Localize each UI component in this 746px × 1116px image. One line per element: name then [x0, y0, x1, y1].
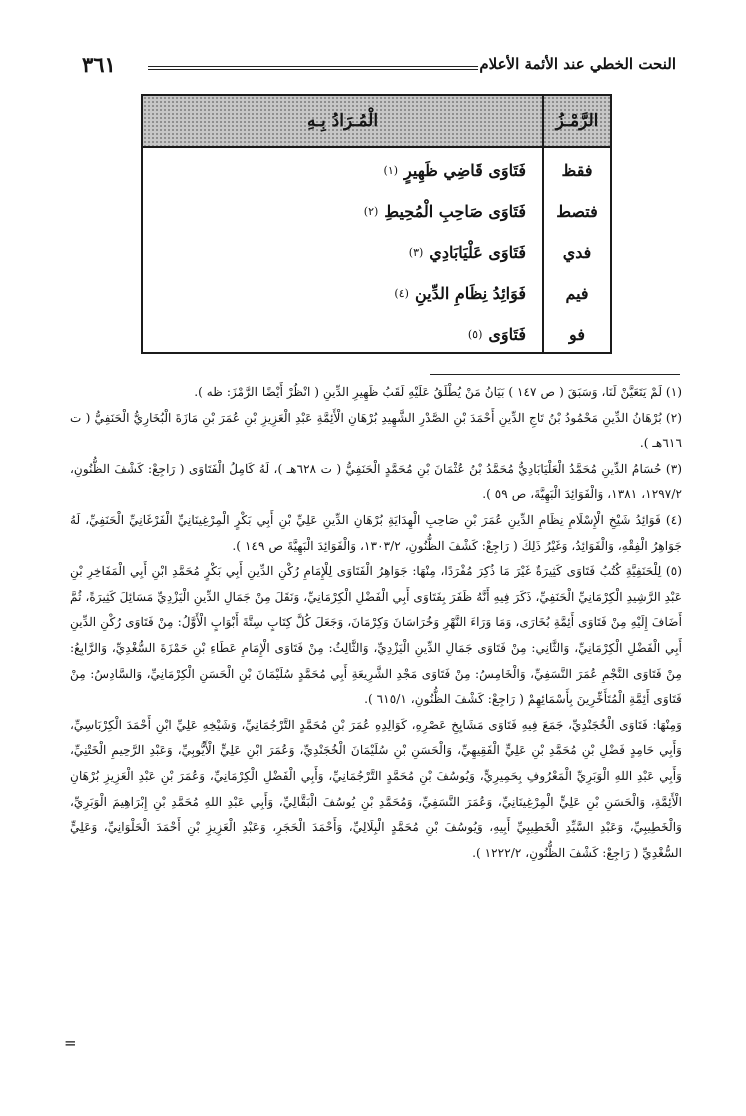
- footnote: (٢) بُرْهَانُ الدِّينِ مَحْمُودُ بْنُ تَاجِ الدِّينِ أَحْمَدَ بْنِ الصَّدْرِ الشَّهِيدِ بُرْهَانِ الْأَئِمَّةِ عَبْدِ الْعَزِيزِ بْنِ عُمَرَ بْنِ مَازَةَ الْبُخَارِيُّ الْحَنَفِيُّ ( ت ٦١٦هـ ).: [70, 410, 682, 451]
- margin-mark: =: [64, 1034, 77, 1052]
- code-cell: فقظ: [561, 160, 593, 180]
- footnote: (١) لَمْ يَتَعَيَّنْ لَنَا، وَسَبَقَ ( ص ١٤٧ ) بَيَانُ مَنْ يُطْلَقُ عَلَيْهِ لَقَبُ ظَهِيرِ الدِّينِ ( انْظُرْ أَيْضًا الرَّمْزَ: ظه ).: [194, 385, 682, 399]
- table-header: [143, 96, 610, 148]
- footnote: (٥) لِلْحَنَفِيَّةِ كُتُبُ فَتَاوَى كَثِيرَةٌ غَيْرَ مَا ذُكِرَ مُفْرَدًا، مِنْهَا: جَوَاهِرُ الْفَتَاوَى لِلْإِمَامِ رُكْنِ الدِّينِ أَبِي بَكْرٍ مُحَمَّدِ ابْنِ أَبِي الْمَفَاخِرِ بْنِ عَبْدِ الرَّشِيدِ الْكِرْمَانِيِّ الْحَنَفِيِّ، ذَكَرَ فِيهِ أَنَّهُ ظَفَرَ بِفَتَاوَى أَبِي الْفَضْلِ الْكِرْمَانِيِّ، وَنَقَلَ مِنْ جَمَالِ الدِّينِ الْيَزْدِيِّ مَسَائِلَ كَثِيرَةً، ثُمَّ أَضَافَ إِلَيْهِ مِنْ فَتَاوَى أَئِمَّةِ بُخَارَى، وَمَا وَرَاءَ النَّهْرِ وَخُرَاسَانَ وَكِرْمَانَ، وَجَعَلَ كُلَّ كِتَابٍ سِتَّةَ أَبْوَابٍ الْأَوَّلُ: مِنْ فَتَاوَى رُكْنِ الدِّينِ أَبِي الْفَضْلِ الْكِرْمَانِيِّ، وَالثَّانِي: مِنْ فَتَاوَى جَمَالِ الدِّينِ الْيَزْدِيِّ، وَالثَّالِثُ: مِنْ فَتَاوَى الْإِمَامِ عَطَاءِ بْنِ حَمْزَةَ السُّغْدِيِّ، وَالرَّابِعُ: مِنْ فَتَاوَى النَّجْمِ عُمَرَ النَّسَفِيِّ، وَالْخَامِسُ: مِنْ فَتَاوَى مَجْدِ الشَّرِيعَةِ أَبِي مُحَمَّدٍ سُلَيْمَانَ بْنِ الْحَسَنِ الْكِرْمَانِيِّ، وَالسَّادِسُ: مِنْ فَتَاوَى أَئِمَّةِ الْمُتَأَخِّرِينَ بِأَسْمَائِهِمْ ( رَاجِعْ: كَشْفَ الظُّنُونِ، ٦١٥/١ ).: [70, 564, 682, 707]
- table-row: [143, 232, 610, 272]
- meaning-text: فَتَاوَى عَلْيَابَادِي: [429, 242, 526, 262]
- page-header: [82, 52, 676, 82]
- meaning-text: فَتَاوَى قَاضِي ظَهِيرٍ: [404, 160, 526, 180]
- meaning-text: فَتَاوَى صَاحِبِ الْمُحِيطِ: [384, 201, 526, 221]
- code-cell: فو: [569, 324, 585, 344]
- meaning-cell: [163, 273, 526, 313]
- footnote-ref: (٥): [467, 327, 483, 341]
- footnote: وَمِنْهَا: فَتَاوَى الْخُجَنْدِيِّ، جَمَعَ فِيهِ فَتَاوَى مَشَايِخِ عَصْرِهِ، كَوَالِدِهِ عُمَرَ بْنِ مُحَمَّدٍ التَّرْجُمَانِيِّ، وَشَيْخِهِ عَلِيِّ ابْنِ أَحْمَدَ الْكِرْبَاسِيِّ، وَأَبِي حَامِدٍ فَضْلِ بْنِ مُحَمَّدِ بْنِ عَلِيٍّ الْفَقِيهِيِّ، وَالْحَسَنِ بْنِ سُلَيْمَانَ الْخُجَنْدِيِّ، وَعُمَرَ ابْنِ عَلِيٍّ الْأَيُّوبِيِّ، وَعَبْدِ الرَّحِيمِ الْخَتْنِيِّ، وَأَبِي عَبْدِ اللهِ الْوَبَرِيِّ الْمَعْرُوفِ بِحَمِيرِيٍّ، وَيُوسُفَ بْنِ مُحَمَّدٍ التَّرْجُمَانِيِّ، وَأَبِي الْفَضْلِ الْكِرْمَانِيِّ، وَعُمَرَ بْنِ عَبْدِ الْعَزِيزِ بُرْهَانِ الْأَئِمَّةِ، وَالْحَسَنِ بْنِ عَلِيٍّ الْمِرْغِينَانِيِّ، وَعُمَرَ النَّسَفِيِّ، وَمُحَمَّدِ بْنِ يُوسُفَ الْبَقَّالِيِّ، وَأَبِي عَبْدِ اللهِ مُحَمَّدِ بْنِ إِبْرَاهِيمَ الْوَبَرِيِّ، وَالْخَطِيبِيِّ، وَعَبْدِ السَّيِّدِ الْخَطِيبِيِّ أَبِيهِ، وَيُوسُفَ بْنِ مُحَمَّدٍ الْبِلَالِيِّ، وَأَحْمَدَ الْحَجَرِ، وَعَبْدِ الْعَزِيزِ بْنِ أَحْمَدَ الْحَلْوَانِيِّ، وَعَلِيٍّ السُّغْدِيِّ ( رَاجِعْ: كَشْفَ الظُّنُونِ، ١٢٢٢/٢ ).: [70, 717, 682, 860]
- table-row: [143, 150, 610, 190]
- meaning-cell: [163, 314, 526, 354]
- footnote: (٣) حُسَامُ الدِّينِ مُحَمَّدُ الْعَلْيَابَادِيُّ مُحَمَّدُ بْنُ عُثْمَانَ بْنِ مُحَمَّدٍ الْحَنَفِيُّ ( ت ٦٢٨هـ )، لَهُ كَامِلُ الْفَتَاوَى ( رَاجِعْ: كَشْفَ الظُّنُونِ، ١٢٩٧/٢، ١٣٨١، وَالْفَوَائِدَ الْبَهِيَّةَ، ص ٥٩ ).: [70, 461, 682, 502]
- footnote-ref: (١): [383, 163, 399, 177]
- meaning-text: فَوَائِدُ نِظَامِ الدِّينِ: [414, 283, 526, 303]
- code-cell: فتصط: [556, 201, 598, 221]
- footnote-ref: (٣): [408, 245, 424, 259]
- meaning-cell: [163, 232, 526, 272]
- footnote-ref: (٢): [363, 204, 379, 218]
- meaning-cell: [163, 191, 526, 231]
- footnotes: [70, 380, 682, 1076]
- code-cell: فدي: [562, 242, 592, 262]
- header-rule: [148, 66, 478, 70]
- table-row: [143, 273, 610, 313]
- header-meaning: الْمُـرَادُ بِـهِ: [306, 111, 379, 131]
- footnote-separator: [430, 374, 680, 375]
- footnote: (٤) فَوَائِدُ شَيْخِ الْإِسْلَامِ نِظَامِ الدِّينِ عُمَرَ بْنِ صَاحِبِ الْهِدَايَةِ بُرْهَانِ الدِّينِ عَلِيِّ بْنِ أَبِي بَكْرٍ الْمِرْغِينَانِيِّ الْفَرْغَانِيِّ الْحَنَفِيِّ، لَهُ جَوَاهِرُ الْفِقْهِ، وَالْفَوَائِدُ، وَغَيْرُ ذَلِكَ ( رَاجِعْ: كَشْفَ الظُّنُونِ، ١٣٠٣/٢، وَالْفَوَائِدَ الْبَهِيَّةَ ص ١٤٩ ).: [70, 512, 682, 553]
- header-code: الرَّمْـزُ: [555, 111, 599, 131]
- running-title: النحت الخطي عند الأئمة الأعلام: [479, 55, 676, 73]
- table-row: [143, 191, 610, 231]
- table-body: [143, 148, 610, 352]
- abbreviations-table: [141, 94, 612, 354]
- footnote-ref: (٤): [394, 286, 409, 300]
- code-cell: فيم: [565, 283, 589, 303]
- table-row: [143, 314, 610, 354]
- page-number: ٣٦١: [82, 52, 116, 77]
- meaning-cell: [163, 150, 526, 190]
- meaning-text: فَتَاوَى: [488, 324, 526, 344]
